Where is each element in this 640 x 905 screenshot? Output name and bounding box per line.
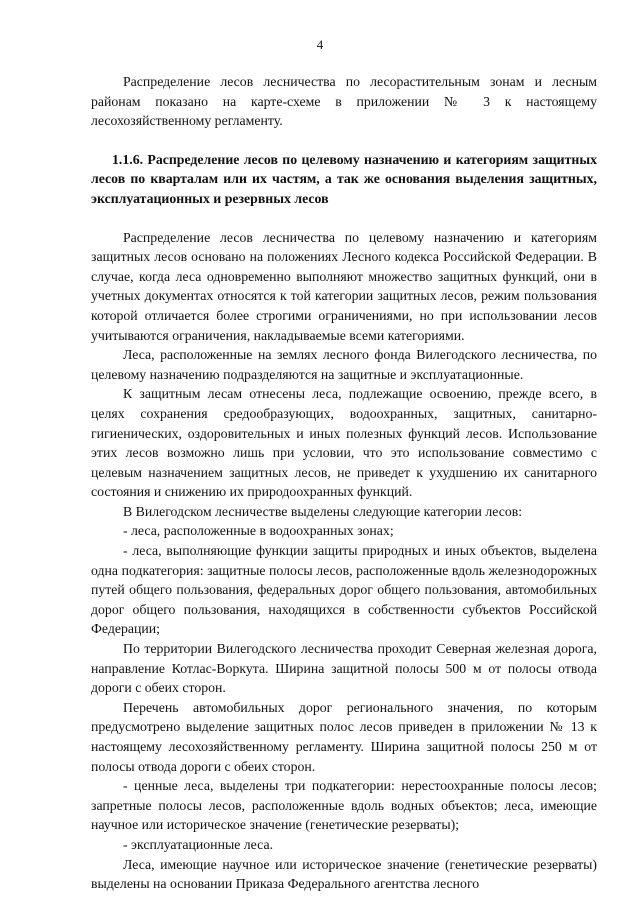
list-item-water-protection: - леса, расположенные в водоохранных зонах; [123,523,394,539]
paragraph-protective-forests: К защитным лесам отнесены леса, подлежащие освоению, прежде всего, в целях сохранения средообразующих, водоохранных, защитных, санитарно-гигиенических, оздоровительных и иных полезных функций лесов. Использование этих лесов возможно лишь при условии, что это использование совместимо с целевым назначением защитных лесов, не приведет к ухудшению их санитарного состояния и снижению их природоохранных функций. [91,386,597,500]
section-heading: 1.1.6. Распределение лесов по целевому назначению и категориям защитных лесов по кварталам или их частям, а так же основания выделения защитных, эксплуатационных и резервных лесов [91,151,597,206]
list-item-exploitation-forests: - эксплуатационные леса. [123,836,274,852]
list-item-object-protection: - леса, выполняющие функции защиты природных и иных объектов, выделена одна подкатегория: защитные полосы лесов, расположенные вдоль железнодорожных путей общего пользования, федеральных дорог общего пользования, автомобильных дорог общего пользования, находящихся в собственности субъектов Российской Федерации; [91,543,597,637]
paragraph-genetic-reserves: Леса, имеющие научное или историческое значение (генетические резерваты) выделены на основании Приказа Федерального агентства лесного [91,856,597,892]
paragraph-roads: Перечень автомобильных дорог регионального значения, по которым предусмотрено выделение защитных полос лесов приведен в приложении № 13 к настоящему лесохозяйственному регламенту. Ширина защитной полосы 250 м от полосы отвода дороги с обеих сторон. [91,699,597,774]
page-number: 4 [316,37,324,52]
paragraph-forest-division: Леса, расположенные на землях лесного фонда Вилегодского лесничества, по целевому назначению подразделяются на защитные и эксплуатационные. [91,347,597,382]
intro-paragraph: Распределение лесов лесничества по лесорастительным зонам и лесным районам показано на карте-схеме в приложении № 3 к настоящему лесохозяйственному регламенту. [91,74,597,129]
paragraph-railway: По территории Вилегодского лесничества проходит Северная железная дорога, направление Котлас-Воркута. Ширина защитной полосы 500 м от полосы отвода дороги с обеих сторон. [91,641,597,696]
paragraph-legal-basis: Распределение лесов лесничества по целевому назначению и категориям защитных лесов основано на положениях Лесного кодекса Российской Федерации. В случае, когда леса одновременно выполняют множество защитных функций, они в учетных документах относятся к той категории защитных лесов, режим пользования которой отличается более строгими ограничениями, но при использовании лесов учитываются ограничения, накладываемые всеми категориями. [91,229,597,343]
list-item-valuable-forests: - ценные леса, выделены три подкатегории: нерестоохранные полосы лесов; запретные полосы лесов, расположенные вдоль водных объектов; леса, имеющие научное или историческое значение (генетические резерваты); [91,778,597,833]
paragraph-categories-intro: В Вилегодском лесничестве выделены следующие категории лесов: [123,503,523,519]
document-body [91,72,597,894]
